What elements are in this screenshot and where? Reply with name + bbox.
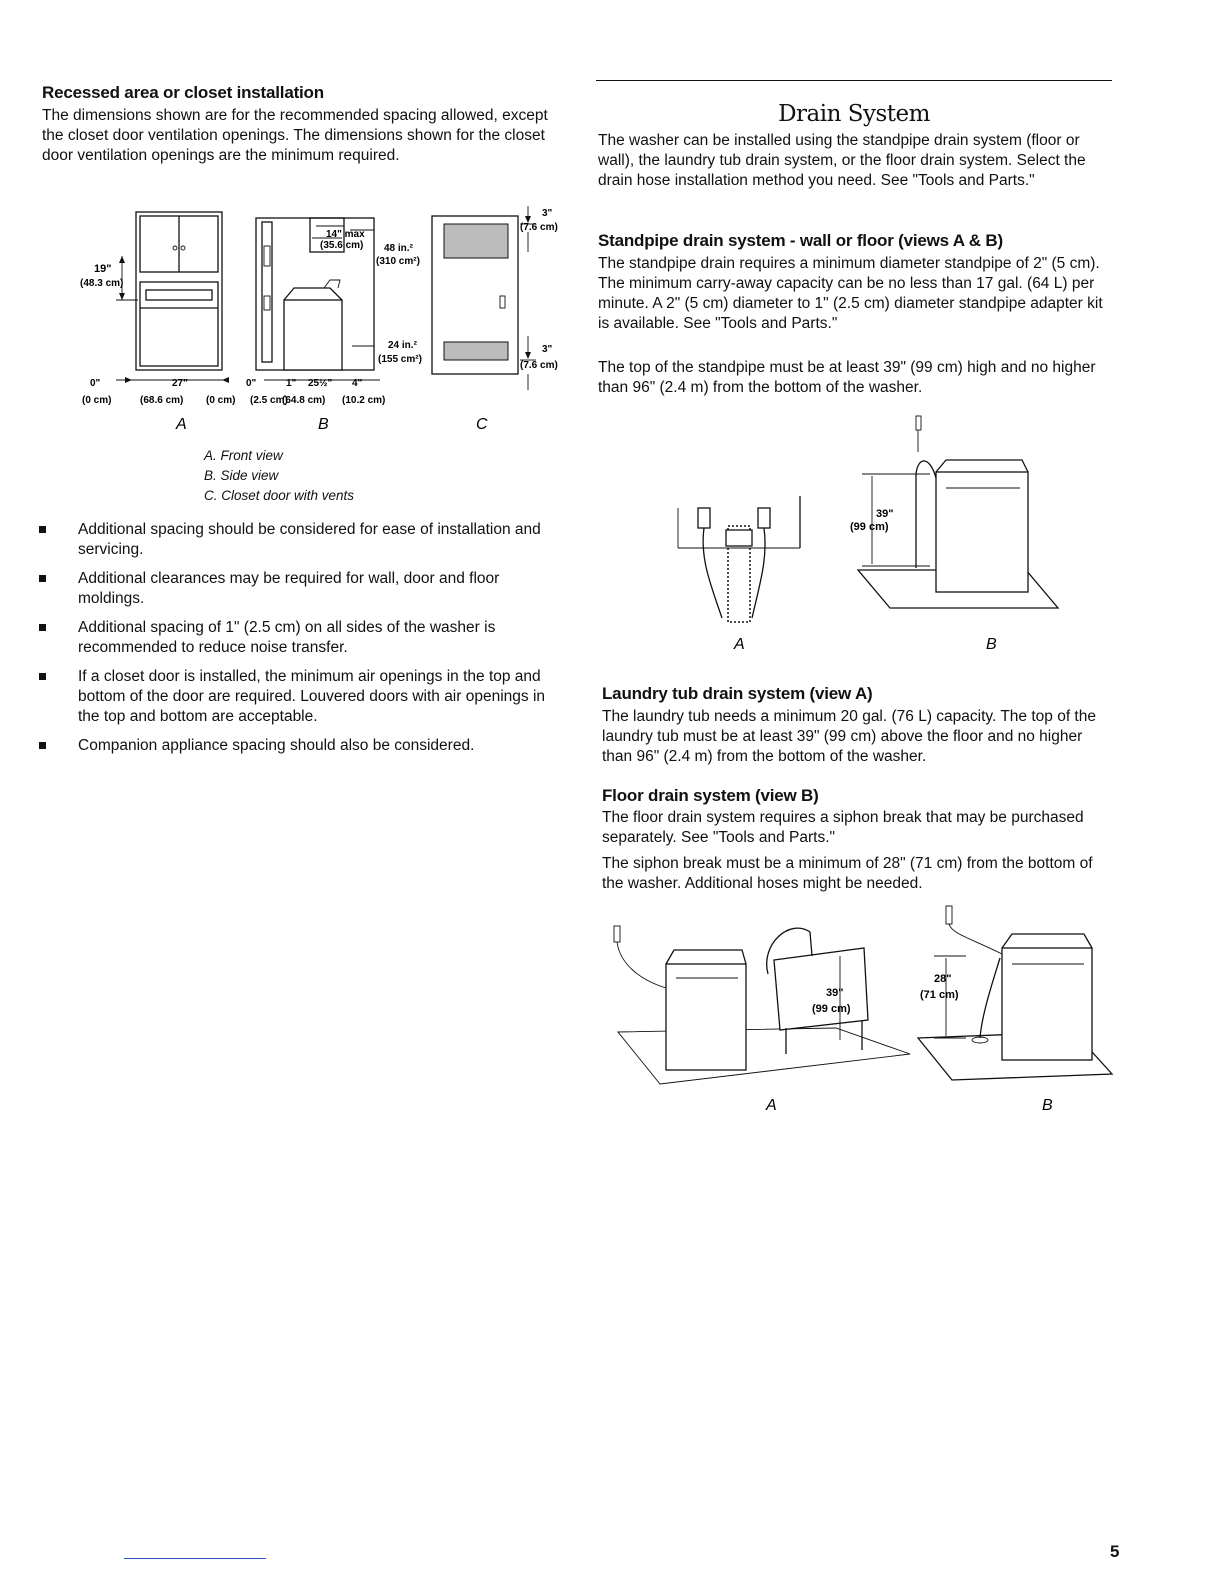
dim-14-max: 14" max bbox=[326, 229, 365, 240]
dim-top-3-in: 3" bbox=[542, 208, 553, 219]
dim-14-cm: (35.6 cm) bbox=[320, 240, 364, 251]
area-48-in: 48 in.² bbox=[384, 243, 413, 254]
standpipe-view-letter-a: A bbox=[734, 636, 745, 653]
floor-drain-heading: Floor drain system (view B) bbox=[602, 786, 819, 805]
caption-side-view: B. Side view bbox=[204, 468, 279, 483]
view-letter-b: B bbox=[318, 416, 329, 432]
list-item: Additional spacing should be considered for ease of installation and servicing. bbox=[36, 520, 566, 560]
bullet-square-icon bbox=[39, 575, 46, 582]
closet-installation-intro: The dimensions shown are for the recommended spacing allowed, except the closet door ventilation openings. The dimensions shown for the closet door ventilation openings are the minimum required. bbox=[42, 107, 548, 164]
standpipe-dim-39-cm: (99 cm) bbox=[850, 521, 889, 533]
drain-system-title: Drain System bbox=[778, 101, 930, 127]
floor-dim-28-in: 28" bbox=[934, 973, 952, 985]
floor-drain-paragraph-1: The floor drain system requires a siphon break that may be purchased separately. See "Tools and Parts." bbox=[602, 809, 1084, 846]
standpipe-paragraph-2: The top of the standpipe must be at least 39" (99 cm) high and no higher than 96" (2.4 m) from the bottom of the washer. bbox=[598, 359, 1096, 396]
front-view-figure bbox=[116, 212, 222, 370]
drain-system-intro: The washer can be installed using the standpipe drain system (floor or wall), the laundry tub drain system, or the floor drain system. Select the drain hose installation method you need. See "Tools and Parts." bbox=[598, 132, 1086, 189]
view-letter-c: C bbox=[476, 416, 488, 432]
floor-view-letter-b: B bbox=[1042, 1097, 1053, 1114]
standpipe-view-letter-b: B bbox=[986, 636, 997, 653]
laundry-tub-paragraph: The laundry tub needs a minimum 20 gal. (76 L) capacity. The top of the laundry tub must be at least 39" (99 cm) above the floor and no higher than 96" (2.4 m) from the bottom of the washer. bbox=[602, 708, 1096, 765]
area-24-cm: (155 cm²) bbox=[378, 354, 422, 365]
floor-dim-28-cm: (71 cm) bbox=[920, 989, 959, 1001]
area-24-in: 24 in.² bbox=[388, 340, 417, 351]
laundry-dim-39-in: 39" bbox=[826, 987, 844, 999]
list-item: Additional clearances may be required for wall, door and floor moldings. bbox=[36, 569, 566, 609]
dim-25-cm: (64.8 cm) bbox=[282, 395, 326, 406]
closet-installation-heading: Recessed area or closet installation bbox=[42, 83, 324, 102]
laundry-tub-figure bbox=[614, 926, 910, 1084]
dim-25-in: 25½" bbox=[308, 378, 333, 389]
bullet-square-icon bbox=[39, 526, 46, 533]
dim-bottom-3-in: 3" bbox=[542, 344, 553, 355]
dim-bottom-3-cm: (7.6 cm) bbox=[520, 360, 558, 371]
dim-1-cm: (2.5 cm) bbox=[250, 395, 288, 406]
laundry-dim-39-cm: (99 cm) bbox=[812, 1003, 851, 1015]
list-item: Companion appliance spacing should also be considered. bbox=[36, 736, 566, 756]
standpipe-dim-39-in: 39" bbox=[876, 508, 894, 520]
footer-line bbox=[124, 1558, 266, 1559]
list-item: If a closet door is installed, the minimum air openings in the top and bottom of the door are required. Louvered doors with air openings in the top and bottom are acceptable. bbox=[36, 667, 566, 727]
standpipe-wall-figure bbox=[678, 496, 800, 622]
floor-view-letter-a: A bbox=[766, 1097, 777, 1114]
laundry-and-floor-drain-diagram bbox=[600, 904, 1120, 1116]
dim-0a-cm: (0 cm) bbox=[82, 395, 112, 406]
dim-19-in: 19" bbox=[94, 263, 112, 275]
standpipe-heading: Standpipe drain system - wall or floor (views A & B) bbox=[598, 231, 1003, 250]
dim-4-in: 4" bbox=[352, 378, 363, 389]
bullet-square-icon bbox=[39, 742, 46, 749]
view-letter-a: A bbox=[176, 416, 187, 432]
dim-27-in: 27" bbox=[172, 378, 188, 389]
installation-notes-list bbox=[36, 520, 566, 765]
laundry-tub-heading: Laundry tub drain system (view A) bbox=[602, 684, 873, 703]
dim-top-3-cm: (7.6 cm) bbox=[520, 222, 558, 233]
figure-captions bbox=[204, 446, 354, 506]
closet-spacing-diagram bbox=[80, 196, 580, 432]
standpipe-diagram bbox=[640, 408, 1080, 658]
standpipe-paragraph-1: The standpipe drain requires a minimum diameter standpipe of 2" (5 cm). The minimum carry-away capacity can be no less than 17 gal. (64 L) per minute. A 2" (5 cm) diameter to 1" (2.5 cm) diameter standpipe adapter kit is available. See "Tools and Parts." bbox=[598, 255, 1103, 332]
dim-4-cm: (10.2 cm) bbox=[342, 395, 386, 406]
dim-0a-in: 0" bbox=[90, 378, 101, 389]
section-divider bbox=[596, 80, 1112, 81]
caption-closet-door: C. Closet door with vents bbox=[204, 488, 355, 503]
dim-0b-cm: (0 cm) bbox=[206, 395, 236, 406]
dim-27-cm: (68.6 cm) bbox=[140, 395, 184, 406]
page-number: 5 bbox=[1110, 1542, 1120, 1561]
bullet-square-icon bbox=[39, 673, 46, 680]
area-48-cm: (310 cm²) bbox=[376, 256, 420, 267]
dim-0b-in: 0" bbox=[246, 378, 257, 389]
dim-19-cm: (48.3 cm) bbox=[80, 278, 124, 289]
bullet-square-icon bbox=[39, 624, 46, 631]
dim-1-in: 1" bbox=[286, 378, 297, 389]
list-item: Additional spacing of 1" (2.5 cm) on all sides of the washer is recommended to reduce noise transfer. bbox=[36, 618, 566, 658]
floor-drain-paragraph-2: The siphon break must be a minimum of 28" (71 cm) from the bottom of the washer. Additional hoses might be needed. bbox=[602, 855, 1093, 892]
caption-front-view: A. Front view bbox=[204, 448, 283, 463]
